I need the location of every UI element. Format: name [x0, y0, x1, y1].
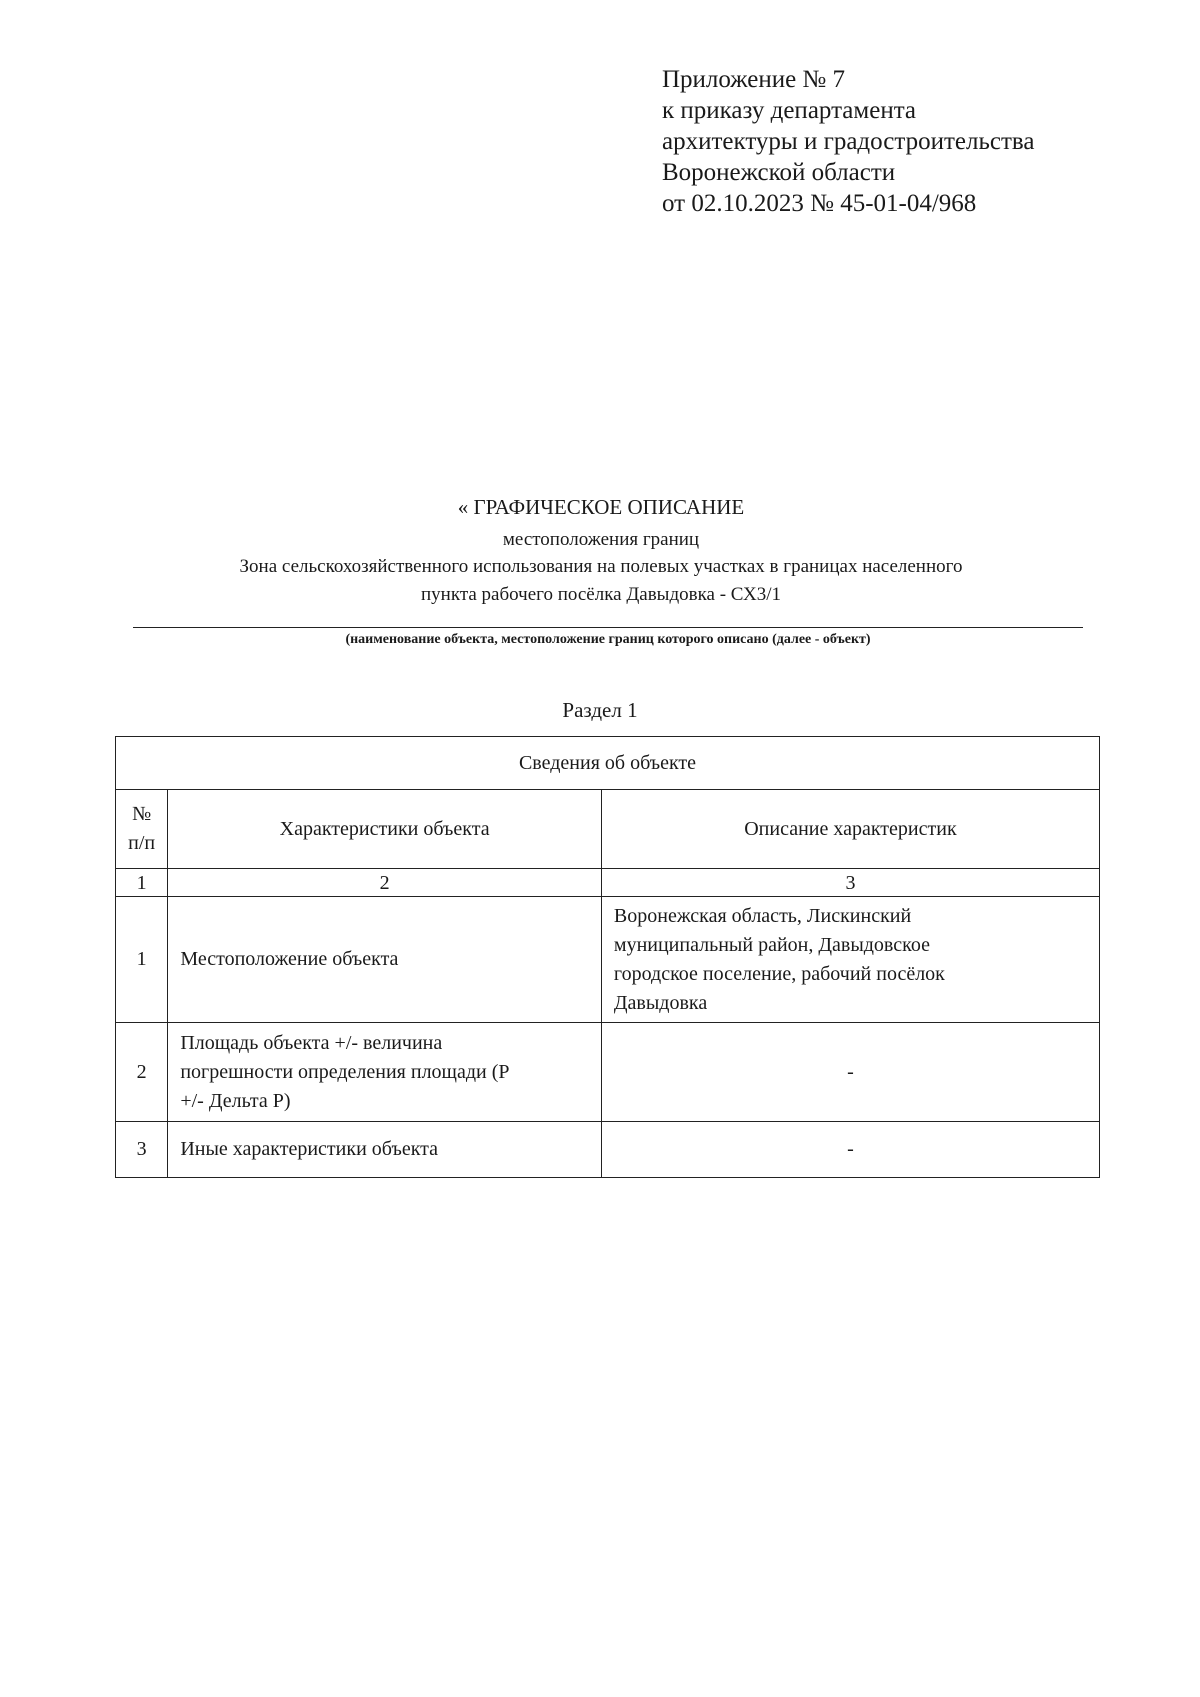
header-characteristic: Характеристики объекта	[168, 790, 602, 869]
row-description	[601, 897, 1099, 1023]
row-characteristic: Местоположение объекта	[168, 897, 602, 1023]
table-row	[116, 897, 1100, 1023]
table-row	[116, 1122, 1100, 1178]
document-subtitle: местоположения границ	[502, 529, 700, 550]
appendix-line: архитектуры и градостроительства	[662, 128, 1035, 155]
appendix-block	[662, 64, 1122, 219]
object-info-table	[115, 736, 1100, 1178]
object-name-line: пункта рабочего посёлка Давыдовка - СХ3/1	[421, 584, 781, 605]
table-title: Сведения об объекте	[116, 737, 1100, 790]
table-header-row	[116, 790, 1100, 869]
appendix-line: Приложение № 7	[662, 66, 846, 93]
header-num-line: №	[132, 803, 152, 825]
document-title: « ГРАФИЧЕСКОЕ ОПИСАНИЕ	[457, 495, 745, 519]
characteristic-line: Площадь объекта +/- величина	[180, 1031, 443, 1054]
column-index: 3	[601, 869, 1099, 897]
row-characteristic: Иные характеристики объекта	[168, 1122, 602, 1178]
characteristic-line: +/- Дельта Р)	[180, 1089, 291, 1112]
row-num: 1	[116, 897, 168, 1023]
table-title-row	[116, 737, 1100, 790]
row-num: 2	[116, 1023, 168, 1122]
row-description: -	[601, 1122, 1099, 1178]
header-num	[116, 790, 168, 869]
characteristic-line: погрешности определения площади (Р	[180, 1060, 510, 1083]
header-description: Описание характеристик	[601, 790, 1099, 869]
object-caption: (наименование объекта, местоположение границ которого описано (далее - объект)	[345, 632, 871, 647]
description-line: Давыдовка	[613, 991, 708, 1014]
row-num: 3	[116, 1122, 168, 1178]
row-description: -	[601, 1023, 1099, 1122]
section-label: Раздел 1	[562, 698, 638, 722]
appendix-line: от 02.10.2023 № 45-01-04/968	[662, 190, 977, 217]
appendix-line: Воронежской области	[662, 159, 896, 186]
description-line: городское поселение, рабочий посёлок	[613, 962, 945, 985]
row-characteristic	[168, 1023, 602, 1122]
header-num-line: п/п	[128, 832, 156, 854]
description-line: Воронежская область, Лискинский	[613, 904, 912, 927]
object-name-line: Зона сельскохозяйственного использования на полевых участках в границах населенного	[239, 556, 963, 577]
column-index-row	[116, 869, 1100, 897]
object-name-underline	[133, 627, 1083, 628]
appendix-line: к приказу департамента	[662, 97, 917, 124]
document-title-block	[120, 493, 1082, 609]
column-index: 2	[168, 869, 602, 897]
description-line: муниципальный район, Давыдовское	[613, 933, 930, 956]
table-row	[116, 1023, 1100, 1122]
column-index: 1	[116, 869, 168, 897]
